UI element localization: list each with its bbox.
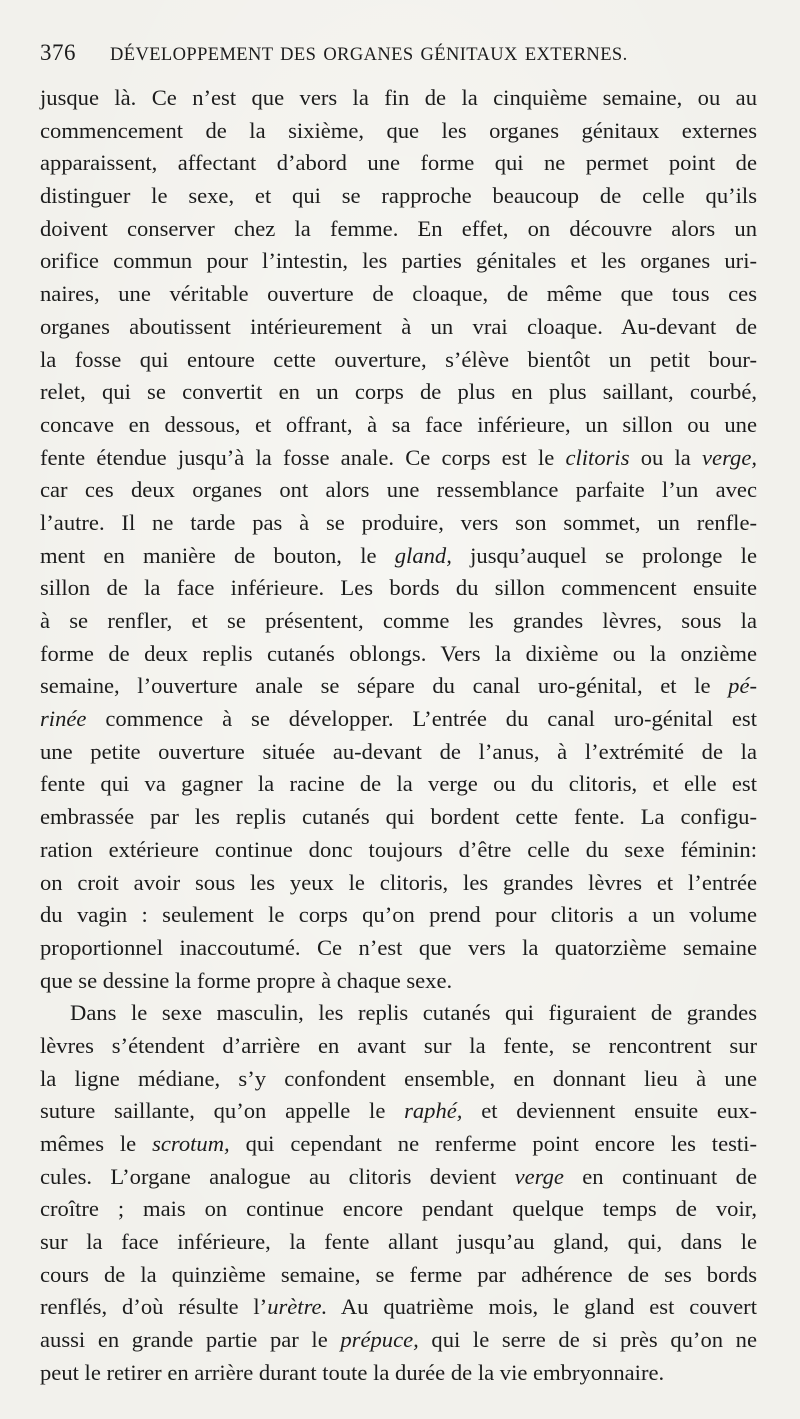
body-text: [40, 82, 757, 1390]
italic-term-perinee: pé-: [728, 673, 757, 699]
text-line: orifice commun pour l’intestin, les parties génitales et les organes uri-: [40, 248, 757, 274]
text-line: car ces deux organes ont alors une ressemblance parfaite l’un avec: [40, 477, 757, 503]
text-line: la fosse qui entoure cette ouverture, s’élève bientôt un petit bour-: [40, 346, 757, 372]
text-line: on croit avoir sous les yeux le clitoris, les grandes lèvres et l’entrée: [40, 869, 757, 895]
text-fragment: ment en manière de bouton, le: [40, 542, 395, 568]
text-fragment: fente étendue jusqu’à la fosse anale. Ce corps est le: [40, 444, 566, 470]
text-line: [40, 670, 757, 703]
text-line: commencement de la sixième, que les organes génitaux externes: [40, 117, 757, 143]
text-line: sillon de la face inférieure. Les bords du sillon commencent ensuite: [40, 575, 757, 601]
text-line: que se dessine la forme propre à chaque sexe.: [40, 967, 453, 993]
italic-term-verge: verge: [514, 1163, 564, 1189]
italic-term-uretre: urètre.: [267, 1294, 328, 1320]
italic-term-prepuce: prépuce,: [340, 1327, 419, 1353]
text-line: une petite ouverture située au-devant de l’anus, à l’extrémité de la: [40, 738, 757, 764]
text-line: ration extérieure continue donc toujours d’être celle du sexe féminin:: [40, 836, 757, 862]
text-line: à se renfler, et se présentent, comme les grandes lèvres, sous la: [40, 608, 757, 633]
text-line: cours de la quinzième semaine, se ferme par adhérence de ses bords: [40, 1261, 757, 1287]
text-line: fente qui va gagner la racine de la verge ou du clitoris, et elle est: [40, 771, 757, 797]
text-line: lèvres s’étendent d’arrière en avant sur la fente, se rencontrent sur: [40, 1032, 757, 1058]
text-line: [40, 442, 757, 475]
text-fragment: mêmes le: [40, 1131, 153, 1156]
italic-term-verge: verge,: [702, 444, 757, 470]
paragraph: [40, 997, 757, 1389]
text-fragment: jusqu’auquel se prolonge le: [451, 542, 757, 568]
text-fragment: Au quatrième mois, le gland est couvert: [327, 1294, 757, 1320]
text-line: organes aboutissent intérieurement à un vrai cloaque. Au-devant de: [40, 313, 757, 339]
running-head: DÉVELOPPEMENT DES ORGANES GÉNITAUX EXTERNES.: [110, 45, 628, 65]
italic-term-perinee-cont: rinée: [40, 706, 87, 732]
text-line: [40, 1324, 757, 1357]
text-fragment: commence à se développer. L’entrée du canal uro-génital est: [86, 706, 757, 732]
text-fragment: ou la: [629, 444, 703, 470]
text-line: [40, 540, 757, 573]
text-line: embrassée par les replis cutanés qui bordent cette fente. La configu-: [40, 804, 757, 830]
text-line: jusque là. Ce n’est que vers la fin de la cinquième semaine, ou au: [40, 85, 757, 110]
text-line: Dans le sexe masculin, les replis cutanés qui figuraient de grandes: [70, 1000, 757, 1026]
text-line: naires, une véritable ouverture de cloaque, de même que tous ces: [40, 281, 757, 307]
text-line: forme de deux replis cutanés oblongs. Vers la dixième ou la onzième: [40, 640, 757, 666]
paragraph: [40, 82, 757, 997]
text-line: doivent conserver chez la femme. En effet, on découvre alors un: [40, 215, 757, 241]
text-line: distinguer le sexe, et qui se rapproche beaucoup de celle qu’ils: [40, 183, 757, 209]
text-line: [40, 1161, 757, 1194]
text-line: concave en dessous, et offrant, à sa face inférieure, un sillon ou une: [40, 411, 757, 437]
text-line: croître ; mais on continue encore pendant quelque temps de voir,: [40, 1196, 757, 1222]
text-line: [40, 1291, 757, 1324]
text-fragment: qui le serre de si près qu’on ne: [418, 1327, 757, 1353]
text-fragment: et deviennent ensuite eux-: [462, 1098, 757, 1124]
text-fragment: qui cependant ne renferme point encore les testi-: [229, 1131, 757, 1156]
text-line: la ligne médiane, s’y confondent ensemble, en donnant lieu à une: [40, 1065, 757, 1091]
text-fragment: cules. L’organe analogue au clitoris devient: [40, 1163, 515, 1189]
text-fragment: en continuant de: [563, 1163, 757, 1189]
text-line: peut le retirer en arrière durant toute la durée de la vie embryonnaire.: [40, 1359, 665, 1385]
page-number: 376: [40, 40, 76, 65]
text-fragment: suture saillante, qu’on appelle le: [40, 1098, 405, 1124]
text-line: proportionnel inaccoutumé. Ce n’est que vers la quatorzième semaine: [40, 934, 757, 960]
text-line: [40, 1128, 757, 1161]
text-line: relet, qui se convertit en un corps de plus en plus saillant, courbé,: [40, 379, 757, 405]
text-fragment: renflés, d’où résulte l’: [40, 1294, 268, 1320]
text-line: l’autre. Il ne tarde pas à se produire, vers son sommet, un renfle-: [40, 509, 757, 535]
text-fragment: semaine, l’ouverture anale se sépare du canal uro-génital, et le: [40, 673, 729, 699]
text-line: [40, 703, 757, 736]
italic-term-clitoris: clitoris: [565, 444, 630, 470]
page-header: [40, 40, 760, 76]
text-line: apparaissent, affectant d’abord une forme qui ne permet point de: [40, 150, 757, 176]
italic-term-gland: gland,: [394, 542, 452, 568]
italic-term-scrotum: scrotum,: [152, 1131, 230, 1156]
text-line: sur la face inférieure, la fente allant jusqu’au gland, qui, dans le: [40, 1229, 757, 1255]
text-line: [40, 1095, 757, 1128]
text-line: du vagin : seulement le corps qu’on prend pour clitoris a un volume: [40, 902, 757, 928]
italic-term-raphe: raphé,: [404, 1098, 463, 1124]
text-fragment: aussi en grande partie par le: [40, 1327, 341, 1353]
